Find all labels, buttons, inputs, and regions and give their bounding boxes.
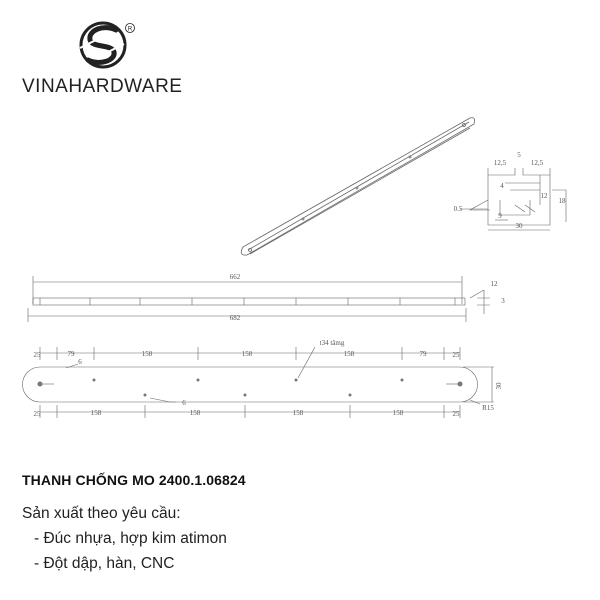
vinahardware-logo-icon [80,23,135,67]
brand-name: VINAHARDWARE [22,76,183,97]
dim-plan-bottom-0: 25 [33,410,41,418]
side-view [28,276,490,322]
dim-top-left-width: 12,5 [493,159,507,167]
description-bullet: - Đúc nhựa, hợp kim atimon [34,530,227,547]
dim-plan-top-4: 158 [343,350,355,358]
dim-plan-top-1: 79 [67,350,75,358]
dim-plan-top-2: 158 [141,350,153,358]
plan-dimensions [34,339,504,418]
dim-slot-width: 9 [498,212,502,220]
description-bullet: - Đột dập, hàn, CNC [34,555,175,572]
dim-lip: 0.5 [453,205,463,213]
dim-plan-bottom-4: 158 [392,409,404,417]
dim-plan-top-5: 79 [419,350,427,358]
section-dimensions [454,151,566,230]
dim-plan-bottom-5: 25 [452,410,460,418]
dim-plan-top-0: 25 [33,351,41,359]
dim-countersink-note: t34 tâmg [319,339,345,347]
plan-holes [38,379,463,397]
dim-top-mid-width: 5 [517,151,521,159]
dim-plan-top-3: 158 [241,350,253,358]
dim-right-height: 12 [540,192,548,200]
dim-bottom-length: 682 [229,314,241,322]
description-intro: Sản xuất theo yêu cầu: [22,505,181,522]
dim-plan-bottom-3: 158 [292,409,304,417]
dim-side-height: 18 [558,197,566,205]
side-dimensions [230,273,506,322]
product-description [22,505,227,580]
registered-mark: R [127,26,133,33]
dim-slot-note: 6 [182,399,186,407]
dim-radius: R15 [482,404,494,412]
dim-plan-bottom-2: 158 [189,409,201,417]
dim-inner-height: 4 [500,182,504,190]
section-view [460,168,566,230]
dim-top-length: 662 [229,273,241,281]
dim-plan-bottom-1: 158 [90,409,102,417]
dim-total-width: 30 [515,222,523,230]
isometric-view [241,118,474,256]
dim-plan-width: 30 [495,382,503,390]
dim-top-right-width: 12,5 [530,159,544,167]
dim-thickness: 3 [501,297,505,305]
product-title: THANH CHỐNG MO 2400.1.06824 [22,472,246,488]
dim-hole-note: 6 [78,358,82,366]
dim-height: 12 [490,280,498,288]
dim-plan-top-6: 25 [452,351,460,359]
